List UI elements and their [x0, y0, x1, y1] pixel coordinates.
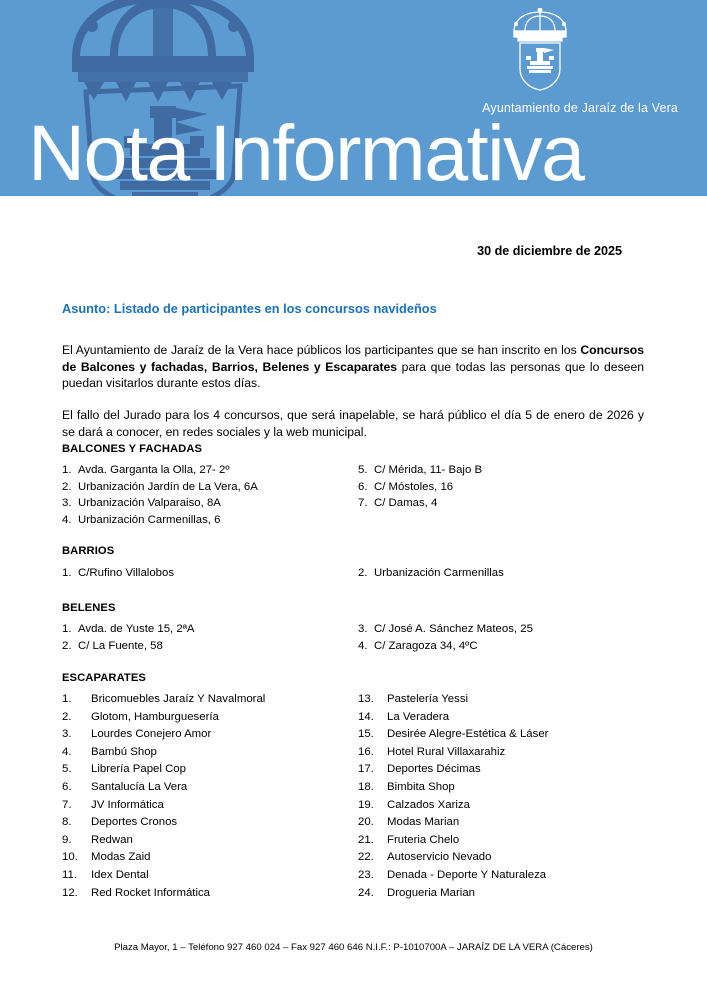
- list-item: [358, 744, 548, 762]
- list-item-number: 1.: [62, 693, 72, 705]
- list-item-number: 17.: [358, 763, 374, 776]
- list-item: [358, 638, 533, 655]
- list-item-number: 5.: [62, 763, 72, 776]
- list-item-label: Urbanización Jardín de La Vera, 6A: [78, 480, 258, 493]
- list-item: [358, 885, 548, 903]
- list-item-label: Calzados Xariza: [387, 798, 470, 811]
- list-item-label: C/ Zaragoza 34, 4ºC: [374, 639, 478, 652]
- list-item-number: 7.: [62, 798, 72, 811]
- list-item: [62, 565, 174, 582]
- list-barrios-left: [62, 565, 174, 582]
- list-item: [62, 885, 265, 903]
- list-item-number: 2.: [62, 710, 72, 723]
- list-belenes-left: [62, 621, 195, 654]
- list-item: [62, 495, 258, 512]
- list-item-label: Autoservicio Nevado: [387, 851, 492, 864]
- list-item-number: 24.: [358, 886, 374, 899]
- subject-heading: Asunto: Listado de participantes en los concursos navideños: [62, 301, 437, 316]
- list-item-label: C/ José A. Sánchez Mateos, 25: [374, 623, 533, 635]
- list-item-number: 15.: [358, 728, 374, 741]
- list-item-label: C/ Mérida, 11- Bajo B: [374, 464, 483, 476]
- list-item: [62, 867, 265, 885]
- list-item-number: 2.: [62, 639, 72, 652]
- list-item-label: Idex Dental: [91, 868, 149, 881]
- list-balcones-left: [62, 462, 258, 528]
- intro-paragraph-part-2: para que todas las personas que lo deseen puedan visitarlos durante estos días.: [62, 359, 644, 390]
- list-item-number: 20.: [358, 816, 374, 829]
- document-date: 30 de diciembre de 2025: [477, 244, 622, 258]
- list-item: [358, 479, 482, 496]
- list-item-number: 6.: [358, 480, 368, 493]
- list-item-number: 13.: [358, 693, 374, 705]
- list-item: [62, 797, 265, 815]
- list-item-number: 23.: [358, 868, 374, 881]
- list-item-label: Avda. Garganta la Olla, 27- 2º: [78, 464, 230, 476]
- list-item-label: Hotel Rural Villaxarahiz: [387, 745, 506, 758]
- list-item-label: C/ Móstoles, 16: [374, 480, 454, 493]
- list-item-number: 2.: [62, 480, 72, 493]
- list-item: [62, 512, 258, 529]
- section-title-balcones: BALCONES Y FACHADAS: [62, 443, 203, 455]
- list-item-label: C/Rufino Villalobos: [78, 567, 175, 579]
- list-item-number: 3.: [62, 497, 72, 510]
- list-item-number: 16.: [358, 745, 374, 758]
- list-item-label: C/ Damas, 4: [374, 497, 438, 510]
- list-item-label: JV Informática: [91, 798, 164, 811]
- list-item-label: Red Rocket Informática: [91, 886, 211, 899]
- list-item-number: 11.: [62, 868, 77, 881]
- list-item-label: Glotom, Hamburguesería: [91, 710, 219, 723]
- list-item: [62, 709, 265, 727]
- list-item: [358, 709, 548, 727]
- document-body: [0, 196, 707, 1000]
- list-item: [358, 814, 548, 832]
- list-item-number: 9.: [62, 833, 72, 846]
- list-item-label: Deportes Cronos: [91, 816, 178, 829]
- list-item: [358, 621, 533, 638]
- list-item-label: C/ La Fuente, 58: [78, 639, 163, 652]
- list-item-number: 3.: [358, 623, 368, 635]
- section-title-belenes: BELENES: [62, 602, 116, 614]
- list-item-number: 19.: [358, 798, 374, 811]
- jury-paragraph: El fallo del Jurado para los 4 concursos, que será inapelable, se hará público el día 5 de enero de 2026 y se dará a conocer, en redes sociales y la web municipal.: [62, 408, 644, 439]
- list-balcones-right: [358, 462, 482, 512]
- list-escaparates-left: [62, 691, 265, 902]
- list-item: [358, 832, 548, 850]
- list-item: [62, 621, 195, 638]
- list-item-number: 21.: [358, 833, 374, 846]
- list-item-label: Redwan: [91, 833, 133, 846]
- list-escaparates-right: [358, 691, 548, 902]
- list-item: [62, 638, 195, 655]
- list-item-label: Denada - Deporte Y Naturaleza: [387, 868, 547, 881]
- list-item: [358, 779, 548, 797]
- list-item: [62, 726, 265, 744]
- list-item: [62, 691, 265, 709]
- list-item-number: 4.: [62, 745, 72, 758]
- list-item: [62, 849, 265, 867]
- list-item-label: Modas Zaid: [91, 851, 151, 864]
- list-item-label: Avda. de Yuste 15, 2ªA: [78, 623, 195, 635]
- list-item-label: Pastelería Yessi: [387, 693, 469, 705]
- list-item-label: Desirée Alegre-Estética & Láser: [387, 728, 549, 741]
- list-item-number: 18.: [358, 780, 374, 793]
- coat-of-arms-icon: [506, 8, 574, 94]
- list-barrios-right: [358, 565, 504, 582]
- list-item-label: Lourdes Conejero Amor: [91, 728, 212, 741]
- list-item-number: 4.: [62, 513, 72, 526]
- header-organization-name: Ayuntamiento de Jaraíz de la Vera: [482, 101, 678, 115]
- list-item: [62, 744, 265, 762]
- list-item-number: 12.: [62, 886, 78, 899]
- list-item-label: Urbanización Carmenillas: [374, 567, 504, 579]
- list-item-number: 4.: [358, 639, 368, 652]
- list-item-label: Bambú Shop: [91, 745, 157, 758]
- list-item-number: 14.: [358, 710, 374, 723]
- page-footer: Plaza Mayor, 1 – Teléfono 927 460 024 – Fax 927 460 646 N.I.F.: P-1010700A – JARAÍZ DE LA VERA (Cáceres): [114, 942, 593, 953]
- list-item: [358, 691, 548, 709]
- list-item-label: Modas Marian: [387, 816, 460, 829]
- list-item: [358, 761, 548, 779]
- list-item: [62, 761, 265, 779]
- section-title-escaparates: ESCAPARATES: [62, 672, 146, 684]
- list-belenes-right: [358, 621, 533, 654]
- list-item-number: 22.: [358, 851, 374, 864]
- list-item: [62, 479, 258, 496]
- list-item-label: Urbanización Carmenillas, 6: [78, 513, 221, 526]
- list-item: [358, 495, 482, 512]
- list-item-number: 2.: [358, 567, 368, 579]
- list-item: [358, 849, 548, 867]
- list-item-label: Fruteria Chelo: [387, 833, 460, 846]
- list-item: [358, 867, 548, 885]
- list-item: [358, 565, 504, 582]
- intro-paragraph-part-1: El Ayuntamiento de Jaraíz de la Vera hace públicos los participantes que se han inscrito en los: [62, 343, 581, 358]
- list-item-number: 5.: [358, 464, 368, 476]
- list-item: [358, 726, 548, 744]
- list-item-number: 8.: [62, 816, 72, 829]
- list-item-label: Bimbita Shop: [387, 780, 455, 793]
- list-item-label: La Veradera: [387, 710, 450, 723]
- list-item: [62, 462, 258, 479]
- list-item-label: Drogueria Marian: [387, 886, 475, 899]
- list-item-label: Librería Papel Cop: [91, 763, 186, 776]
- page-title: Nota Informativa: [28, 108, 584, 196]
- intro-paragraph: [62, 342, 644, 391]
- list-item-label: Santalucía La Vera: [91, 780, 188, 793]
- header-banner: [0, 0, 707, 196]
- list-item-label: Deportes Décimas: [387, 763, 481, 776]
- list-item-number: 3.: [62, 728, 72, 741]
- list-item-number: 6.: [62, 780, 72, 793]
- list-item-number: 1.: [62, 567, 72, 579]
- list-item-number: 1.: [62, 623, 72, 635]
- list-item: [62, 832, 265, 850]
- list-item: [358, 797, 548, 815]
- list-item-label: Urbanización Valparaiso, 8A: [78, 497, 221, 510]
- list-item: [62, 779, 265, 797]
- section-title-barrios: BARRIOS: [62, 545, 115, 557]
- list-item-number: 10.: [62, 851, 78, 864]
- list-item: [358, 462, 482, 479]
- intro-paragraph-bold: Concursos de Balcones y fachadas, Barrios, Belenes y Escaparates: [62, 343, 644, 374]
- list-item-label: Bricomuebles Jaraíz Y Navalmoral: [91, 693, 266, 705]
- list-item-number: 1.: [62, 464, 72, 476]
- list-item: [62, 814, 265, 832]
- list-item-number: 7.: [358, 497, 368, 510]
